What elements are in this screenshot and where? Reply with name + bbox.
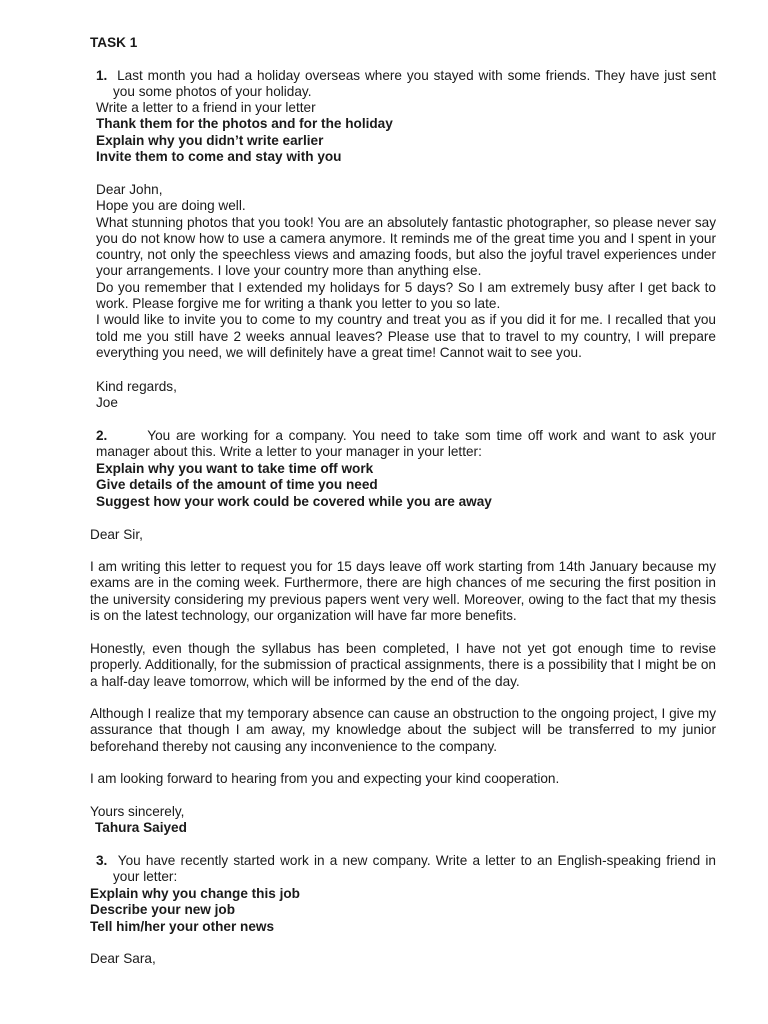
task1-point: Thank them for the photos and for the holiday [96,116,393,132]
task3-points [90,886,716,935]
task2-number: 2. [96,428,108,443]
task2-prompt [96,428,716,461]
task3-number: 3. [96,853,108,868]
task3-point: Tell him/her your other news [90,918,275,934]
task2-paragraph-2 [90,641,716,690]
letter-signature: Tahura Saiyed [95,820,187,836]
task2-paragraph-3 [90,706,716,755]
task3-prompt [96,853,716,886]
letter-paragraph: Hope you are doing well. [96,198,246,214]
task2-points [96,461,716,510]
task2-point: Give details of the amount of time you need [96,477,378,493]
task3-salutation-block [90,951,716,967]
letter-salutation: Dear John, [96,182,163,197]
letter-paragraph: What stunning photos that you took! You are an absolutely fantastic photographer, so please never say you do not know how to use a camera anymore. It reminds me of the great time you and I spent in your country, not only the speechless views and amazing foods, but also the joyful travel experiences under your arrangements. I love your country more than anything else. [96,214,716,279]
letter-closing: Yours sincerely, [90,804,185,819]
task1-prompt-text: Last month you had a holiday overseas where you stayed with some friends. They have just sent you some photos of your holiday. [113,68,716,100]
task1-signoff [96,379,716,412]
task1-number: 1. [96,68,108,83]
task3-point: Explain why you change this job [90,886,300,901]
task2-prompt-text: You are working for a company. You need to take som time off work and want to ask your manager about this. Write a letter to your manager in your letter: [96,428,717,460]
task3-prompt-text: You have recently started work in a new company. Write a letter to an English-speaking friend in your letter: [113,853,716,885]
task1-point: Explain why you didn’t write earlier [96,132,324,148]
task3-point: Describe your new job [90,902,236,918]
task1-point: Invite them to come and stay with you [96,148,342,164]
letter-salutation: Dear Sara, [90,951,156,966]
letter-salutation: Dear Sir, [90,527,143,542]
task2-signoff [90,804,716,837]
letter-paragraph: Do you remember that I extended my holidays for 5 days? So I am extremely busy after I get back to work. Please forgive me for writing a thank you letter to you so late. [96,279,716,312]
task-title: TASK 1 [90,35,138,50]
task2-point: Explain why you want to take time off work [96,461,374,476]
task2-salutation-block [90,527,716,543]
letter-paragraph: I would like to invite you to come to my country and treat you as if you did it for me. I recalled that you told me you still have 2 weeks annual leaves? Please use that to travel to my country, I will prepare everything you need, we will definitely have a great time! Cannot wait to see you. [96,312,716,360]
task1-instruction-block [96,100,716,165]
task1-letter [96,182,716,361]
task1-prompt [96,68,716,101]
task2-paragraph-1 [90,559,716,624]
task2-paragraph-4 [90,771,716,787]
letter-paragraph: Honestly, even though the syllabus has been completed, I have not yet got enough time to revise properly. Additionally, for the submission of practical assignments, there is a possibility that I might be on a half-day leave tomorrow, which will be informed by the end of the day. [90,641,716,689]
letter-paragraph: I am looking forward to hearing from you and expecting your kind cooperation. [90,771,560,786]
letter-paragraph: Although I realize that my temporary absence can cause an obstruction to the ongoing project, I give my assurance that though I am away, my knowledge about the subject will be transferred to my junior beforehand thereby not causing any inconvenience to the company. [90,706,716,754]
letter-signature: Joe [96,395,118,411]
letter-paragraph: I am writing this letter to request you for 15 days leave off work starting from 14th January because my exams are in the coming week. Furthermore, there are high chances of me securing the first position in the university considering my previous papers went very well. Moreover, owing to the fact that my thesis is on the latest technology, our organization will have far more benefits. [90,559,716,623]
task2-point: Suggest how your work could be covered while you are away [96,493,492,509]
task1-instruction: Write a letter to a friend in your letter [96,100,316,115]
letter-closing: Kind regards, [96,379,177,394]
